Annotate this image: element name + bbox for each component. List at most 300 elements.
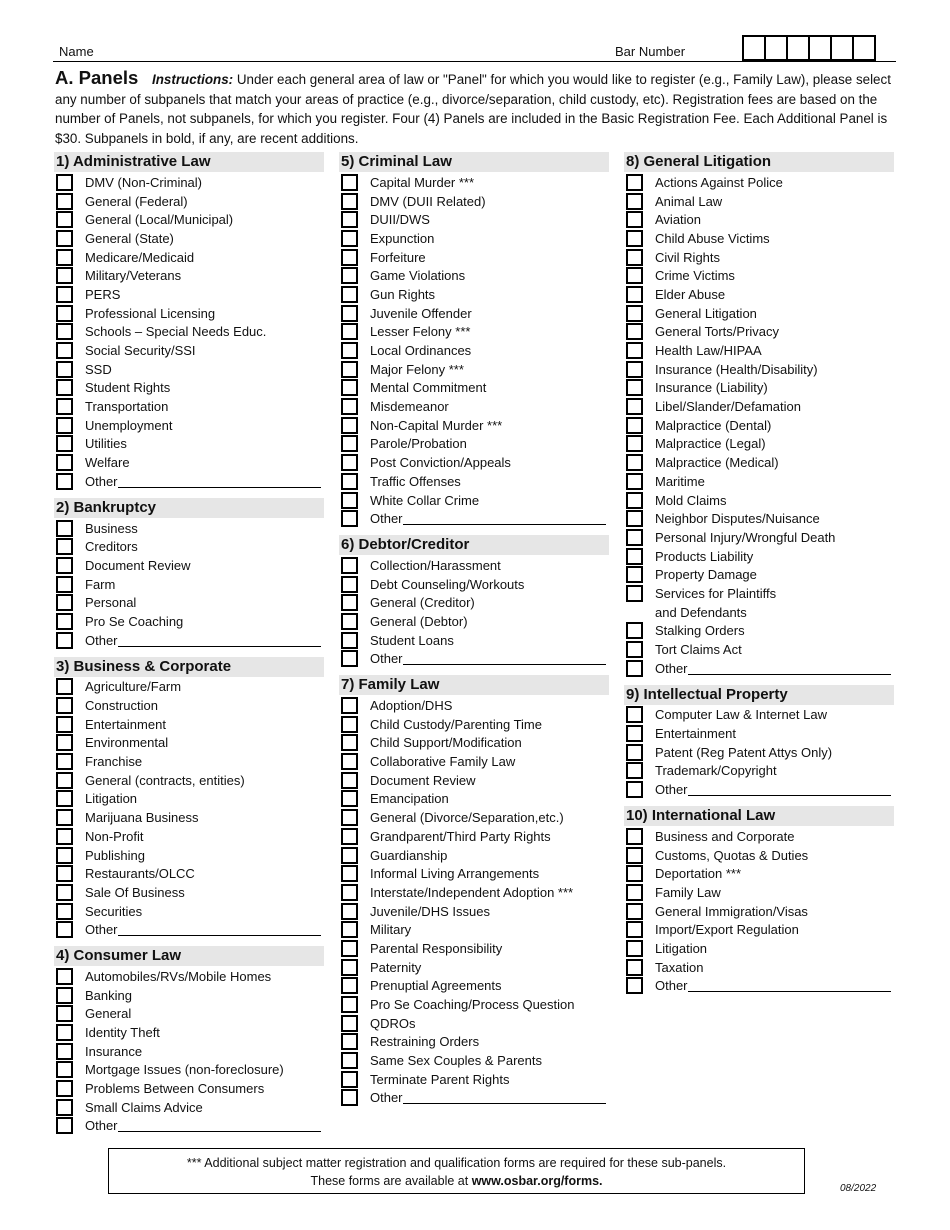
subpanel-item [624,304,894,323]
subpanel-label: Collaborative Family Law [370,754,516,770]
subpanel-item [54,323,324,342]
subpanel-checkbox[interactable] [626,435,643,452]
subpanel-label: Identity Theft [85,1025,160,1041]
subpanel-item [624,883,894,902]
subpanel-label: Student Rights [85,380,171,396]
subpanel-item [54,734,324,753]
subpanel-item [54,229,324,248]
subpanel-item [339,472,609,491]
subpanel-checkbox[interactable] [341,417,358,434]
subpanel-checkbox[interactable] [56,323,73,340]
subpanel-label: General (State) [85,230,174,246]
name-line[interactable] [53,61,896,62]
other-input-line[interactable] [118,1119,321,1132]
subpanel-label: Neighbor Disputes/Nuisance [655,511,820,527]
subpanel-checkbox[interactable] [56,968,73,985]
subpanel-item [624,266,894,285]
subpanel-checkbox[interactable] [341,473,358,490]
subpanel-checkbox[interactable] [56,286,73,303]
subpanel-label: Computer Law & Internet Law [655,707,827,723]
subpanel-item [339,1014,609,1033]
subpanel-item [339,1033,609,1052]
subpanel-label: Personal [85,595,137,611]
subpanel-item [624,323,894,342]
subpanel-label: Mental Commitment [370,380,487,396]
subpanel-checkbox[interactable] [626,940,643,957]
other-input-line[interactable] [688,979,891,992]
subpanel-checkbox[interactable] [56,987,73,1004]
subpanel-checkbox[interactable] [56,790,73,807]
subpanel-item [624,846,894,865]
subpanel-checkbox[interactable] [56,435,73,452]
subpanel-checkbox[interactable] [626,959,643,976]
subpanel-item [54,453,324,472]
subpanel-checkbox[interactable] [341,903,358,920]
subpanel-label: General Litigation [655,305,757,321]
subpanel-label: General (Federal) [85,193,188,209]
subpanel-checkbox[interactable] [56,193,73,210]
subpanel-checkbox[interactable] [56,342,73,359]
subpanel-item [624,360,894,379]
subpanel-label: Adoption/DHS [370,698,453,714]
subpanel-item [339,995,609,1014]
subpanel-item [54,575,324,594]
subpanel-checkbox[interactable] [341,435,358,452]
subpanel-label: Prenuptial Agreements [370,978,502,994]
subpanel-checkbox[interactable] [341,286,358,303]
subpanel-item [54,1117,324,1136]
subpanel-item [339,248,609,267]
panel-section [54,946,324,1135]
subpanel-checkbox[interactable] [56,249,73,266]
subpanel-label: PERS [85,286,121,302]
subpanel-item [624,659,894,678]
subpanel-item [624,229,894,248]
subpanel-label: Malpractice (Legal) [655,436,766,452]
subpanel-label: Parental Responsibility [370,940,503,956]
subpanel-checkbox[interactable] [341,342,358,359]
subpanel-label: Personal Injury/Wrongful Death [655,529,836,545]
subpanel-label: Juvenile/DHS Issues [370,903,490,919]
subpanel-item [624,453,894,472]
forms-link[interactable]: www.osbar.org/forms. [471,1174,603,1188]
subpanel-checkbox[interactable] [626,921,643,938]
panel-heading: 9) Intellectual Property [624,685,894,705]
subpanel-checkbox[interactable] [56,847,73,864]
subpanel-checkbox[interactable] [626,865,643,882]
bar-number-label: Bar Number [615,44,686,59]
subpanel-label: Business and Corporate [655,828,795,844]
subpanel-item [339,397,609,416]
subpanel-checkbox[interactable] [341,847,358,864]
subpanel-item [339,920,609,939]
subpanel-item [624,509,894,528]
subpanel-label: Parole/Probation [370,436,467,452]
subpanel-item [54,986,324,1005]
subpanel-checkbox[interactable] [626,249,643,266]
subpanel-checkbox[interactable] [626,492,643,509]
subpanel-item [624,622,894,641]
subpanel-label: Juvenile Offender [370,305,472,321]
panel-section [339,675,609,1107]
instructions-text: Under each general area of law or "Panel" for which you would like to register (e.g., Family Law), please select any number of subpanels that match your areas of practice (e.g., divorce/separation, child custody, etc). Registration fees are based on the number of Panels, not subpanels, for which you register. Four (4) Panels are included in the Basic Registration Fee. Each Additional Panel is $30. Subpanels in bold, if any, are recent additions. [55,72,891,146]
subpanel-checkbox[interactable] [341,921,358,938]
panel-heading: 6) Debtor/Creditor [339,535,609,555]
subpanel-label: Securities [85,903,143,919]
subpanel-item [624,762,894,781]
subpanel-checkbox[interactable] [341,809,358,826]
subpanel-checkbox[interactable] [626,342,643,359]
subpanel-label: Other [370,1090,403,1106]
subpanel-label: Gun Rights [370,286,436,302]
subpanel-item [54,379,324,398]
subpanel-checkbox[interactable] [626,585,643,602]
subpanel-checkbox[interactable] [341,557,358,574]
subpanel-checkbox[interactable] [341,632,358,649]
subpanel-item [54,678,324,697]
subpanel-label: Stalking Orders [655,623,745,639]
subpanel-label: Litigation [85,791,138,807]
subpanel-checkbox[interactable] [626,548,643,565]
subpanel-label: Grandparent/Third Party Rights [370,828,551,844]
subpanel-checkbox[interactable] [626,828,643,845]
subpanel-label: Customs, Quotas & Duties [655,847,809,863]
subpanel-checkbox[interactable] [341,230,358,247]
column-2 [339,152,609,1114]
subpanel-checkbox[interactable] [341,193,358,210]
subpanel-checkbox[interactable] [56,538,73,555]
subpanel-label: Family Law [655,884,721,900]
subpanel-checkbox[interactable] [626,847,643,864]
subpanel-checkbox[interactable] [626,379,643,396]
subpanel-checkbox[interactable] [341,267,358,284]
subpanel-checkbox[interactable] [341,753,358,770]
other-input-line[interactable] [118,475,321,488]
subpanel-checkbox[interactable] [626,454,643,471]
subpanel-label: Malpractice (Dental) [655,417,772,433]
subpanel-checkbox[interactable] [56,267,73,284]
subpanel-checkbox[interactable] [56,174,73,191]
subpanel-label: Farm [85,576,116,592]
subpanel-checkbox[interactable] [626,762,643,779]
subpanel-checkbox[interactable] [626,230,643,247]
subpanel-checkbox[interactable] [341,613,358,630]
subpanel-checkbox[interactable] [341,697,358,714]
subpanel-label: Unemployment [85,417,173,433]
subpanel-checkbox[interactable] [341,594,358,611]
subpanel-label: Capital Murder *** [370,174,475,190]
subpanel-checkbox[interactable] [626,510,643,527]
subpanel-checkbox[interactable] [341,977,358,994]
subpanel-checkbox[interactable] [56,379,73,396]
subpanel-item [339,827,609,846]
subpanel-label: Transportation [85,399,169,415]
subpanel-item [54,341,324,360]
subpanel-checkbox[interactable] [626,267,643,284]
subpanel-label: Other [655,978,688,994]
subpanel-checkbox[interactable] [626,174,643,191]
subpanel-checkbox[interactable] [626,323,643,340]
subpanel-checkbox[interactable] [56,305,73,322]
subpanel-checkbox[interactable] [626,473,643,490]
subpanel-checkbox[interactable] [341,305,358,322]
panel-section [339,152,609,528]
subpanel-label: Military/Veterans [85,268,182,284]
subpanel-checkbox[interactable] [341,211,358,228]
subpanel-checkbox[interactable] [341,379,358,396]
instructions-label: Instructions: [152,72,234,87]
subpanel-item [624,210,894,229]
subpanel-item [54,752,324,771]
other-input-line[interactable] [403,1091,606,1104]
subpanel-checkbox[interactable] [626,706,643,723]
subpanel-checkbox[interactable] [56,809,73,826]
subpanel-label: Small Claims Advice [85,1099,203,1115]
subpanel-item [54,593,324,612]
subpanel-checkbox[interactable] [626,566,643,583]
subpanel-item [339,977,609,996]
subpanel-checkbox[interactable] [341,865,358,882]
subpanel-checkbox[interactable] [56,398,73,415]
subpanel-item [54,864,324,883]
subpanel-label: General (Creditor) [370,595,475,611]
subpanel-checkbox[interactable] [341,1015,358,1032]
panel-heading: 10) International Law [624,806,894,826]
panel-section [54,152,324,491]
subpanel-checkbox[interactable] [56,734,73,751]
subpanel-checkbox[interactable] [626,398,643,415]
subpanel-checkbox[interactable] [56,772,73,789]
subpanel-checkbox[interactable] [341,1089,358,1106]
subpanel-item [339,416,609,435]
subpanel-label: Military [370,922,412,938]
subpanel-item [339,556,609,575]
subpanel-label: Local Ordinances [370,343,472,359]
subpanel-label: Interstate/Independent Adoption *** [370,884,574,900]
other-input-line[interactable] [688,662,891,675]
panel-heading: 1) Administrative Law [54,152,324,172]
subpanel-checkbox[interactable] [341,454,358,471]
panel-heading: 4) Consumer Law [54,946,324,966]
subpanel-checkbox[interactable] [626,286,643,303]
subpanel-checkbox[interactable] [626,977,643,994]
subpanel-checkbox[interactable] [626,884,643,901]
subpanel-item [54,173,324,192]
panel-section [339,535,609,668]
subpanel-item [54,248,324,267]
subpanel-label: SSD [85,361,112,377]
subpanel-checkbox[interactable] [626,622,643,639]
subpanel-item [54,1042,324,1061]
subpanel-label: Major Felony *** [370,361,464,377]
subpanel-checkbox[interactable] [56,1061,73,1078]
subpanel-checkbox[interactable] [341,249,358,266]
subpanel-checkbox[interactable] [56,716,73,733]
subpanel-checkbox[interactable] [56,557,73,574]
subpanel-label: Utilities [85,436,127,452]
subpanel-checkbox[interactable] [56,697,73,714]
subpanel-item [339,1089,609,1108]
subpanel-item [54,304,324,323]
subpanel-item [624,920,894,939]
subpanel-checkbox[interactable] [341,1052,358,1069]
subpanel-label: Civil Rights [655,249,721,265]
subpanel-checkbox[interactable] [626,193,643,210]
subpanel-checkbox[interactable] [626,305,643,322]
subpanel-checkbox[interactable] [626,660,643,677]
subpanel-checkbox[interactable] [56,594,73,611]
subpanel-checkbox[interactable] [56,678,73,695]
subpanel-item [624,416,894,435]
subpanel-checkbox[interactable] [341,996,358,1013]
panel-heading: 3) Business & Corporate [54,657,324,677]
subpanel-label: Emancipation [370,791,449,807]
subpanel-checkbox[interactable] [56,1043,73,1060]
subpanel-item [339,1051,609,1070]
subpanel-label: Agriculture/Farm [85,679,182,695]
subpanel-checkbox[interactable] [626,903,643,920]
other-input-line[interactable] [118,923,321,936]
subpanel-label: Actions Against Police [655,174,783,190]
subpanel-checkbox[interactable] [56,417,73,434]
subpanel-item [54,360,324,379]
subpanel-label: General Immigration/Visas [655,903,808,919]
subpanel-checkbox[interactable] [56,828,73,845]
subpanel-checkbox[interactable] [341,361,358,378]
subpanel-checkbox[interactable] [56,230,73,247]
subpanel-label: Expunction [370,230,435,246]
subpanel-checkbox[interactable] [56,1099,73,1116]
subpanel-item [624,397,894,416]
subpanel-checkbox[interactable] [56,632,73,649]
subpanel-checkbox[interactable] [341,884,358,901]
subpanel-checkbox[interactable] [56,520,73,537]
subpanel-label: DMV (DUII Related) [370,193,486,209]
subpanel-checkbox[interactable] [626,529,643,546]
subpanel-item [339,864,609,883]
subpanel-item [339,509,609,528]
subpanel-checkbox[interactable] [341,510,358,527]
subpanel-item [339,902,609,921]
subpanel-label: Entertainment [655,726,736,742]
subpanel-item [624,491,894,510]
subpanel-item [624,341,894,360]
subpanel-label: Document Review [370,772,476,788]
subpanel-label: Import/Export Regulation [655,922,799,938]
subpanel-label: Other [85,632,118,648]
subpanel-item [624,584,894,603]
subpanel-checkbox[interactable] [341,174,358,191]
subpanel-checkbox[interactable] [341,790,358,807]
subpanel-item [624,379,894,398]
subpanel-label: Sale Of Business [85,884,185,900]
subpanel-label: Business [85,520,138,536]
subpanel-label: General (Local/Municipal) [85,212,234,228]
subpanel-label: Forfeiture [370,249,426,265]
subpanel-checkbox[interactable] [341,1033,358,1050]
subpanel-label: Publishing [85,847,145,863]
subpanel-checkbox[interactable] [626,361,643,378]
subpanel-item [624,472,894,491]
subpanel-checkbox[interactable] [341,492,358,509]
subpanel-checkbox[interactable] [56,921,73,938]
subpanel-checkbox[interactable] [56,1080,73,1097]
subpanel-item [339,752,609,771]
subpanel-checkbox[interactable] [56,576,73,593]
subpanel-item [624,248,894,267]
subpanel-checkbox[interactable] [626,641,643,658]
subpanel-checkbox[interactable] [341,650,358,667]
other-input-line[interactable] [118,634,321,647]
subpanel-checkbox[interactable] [56,884,73,901]
subpanel-label: Insurance (Health/Disability) [655,361,818,377]
subpanel-checkbox[interactable] [56,473,73,490]
subpanel-label: Same Sex Couples & Parents [370,1053,542,1069]
subpanel-item [339,304,609,323]
subpanel-checkbox[interactable] [626,417,643,434]
subpanel-label: Informal Living Arrangements [370,866,540,882]
subpanel-label: Franchise [85,754,143,770]
subpanel-label: Debt Counseling/Workouts [370,576,525,592]
subpanel-checkbox[interactable] [341,959,358,976]
subpanel-checkbox[interactable] [341,828,358,845]
subpanel-item [54,846,324,865]
subpanel-label: DMV (Non-Criminal) [85,174,203,190]
subpanel-checkbox[interactable] [56,1005,73,1022]
subpanel-checkbox[interactable] [341,734,358,751]
subpanel-item [339,650,609,669]
subpanel-checkbox[interactable] [626,781,643,798]
subpanel-checkbox[interactable] [56,865,73,882]
other-input-line[interactable] [403,512,606,525]
subpanel-item [54,416,324,435]
subpanel-checkbox[interactable] [341,940,358,957]
subpanel-checkbox[interactable] [341,716,358,733]
subpanel-item [54,715,324,734]
bar-number-boxes[interactable] [742,35,876,61]
other-input-line[interactable] [688,783,891,796]
subpanel-checkbox[interactable] [56,361,73,378]
subpanel-checkbox[interactable] [56,1024,73,1041]
subpanel-checkbox[interactable] [341,323,358,340]
subpanel-checkbox[interactable] [56,903,73,920]
subpanel-checkbox[interactable] [626,211,643,228]
other-input-line[interactable] [403,652,606,665]
subpanel-item [339,696,609,715]
subpanel-item [339,575,609,594]
subpanel-checkbox[interactable] [56,753,73,770]
subpanel-item [339,210,609,229]
subpanel-checkbox[interactable] [341,772,358,789]
panel-section [624,152,894,678]
subpanel-label: General Torts/Privacy [655,324,780,340]
subpanel-item [339,734,609,753]
subpanel-checkbox[interactable] [626,725,643,742]
subpanel-item [339,883,609,902]
subpanel-checkbox[interactable] [341,576,358,593]
subpanel-checkbox[interactable] [341,398,358,415]
subpanel-checkbox[interactable] [56,613,73,630]
panel-section [624,685,894,799]
subpanel-checkbox[interactable] [341,1071,358,1088]
subpanel-item [54,537,324,556]
subpanel-checkbox[interactable] [56,211,73,228]
subpanel-item [54,192,324,211]
subpanel-checkbox[interactable] [56,1117,73,1134]
subpanel-checkbox[interactable] [626,744,643,761]
subpanel-item [339,631,609,650]
subpanel-checkbox[interactable] [56,454,73,471]
